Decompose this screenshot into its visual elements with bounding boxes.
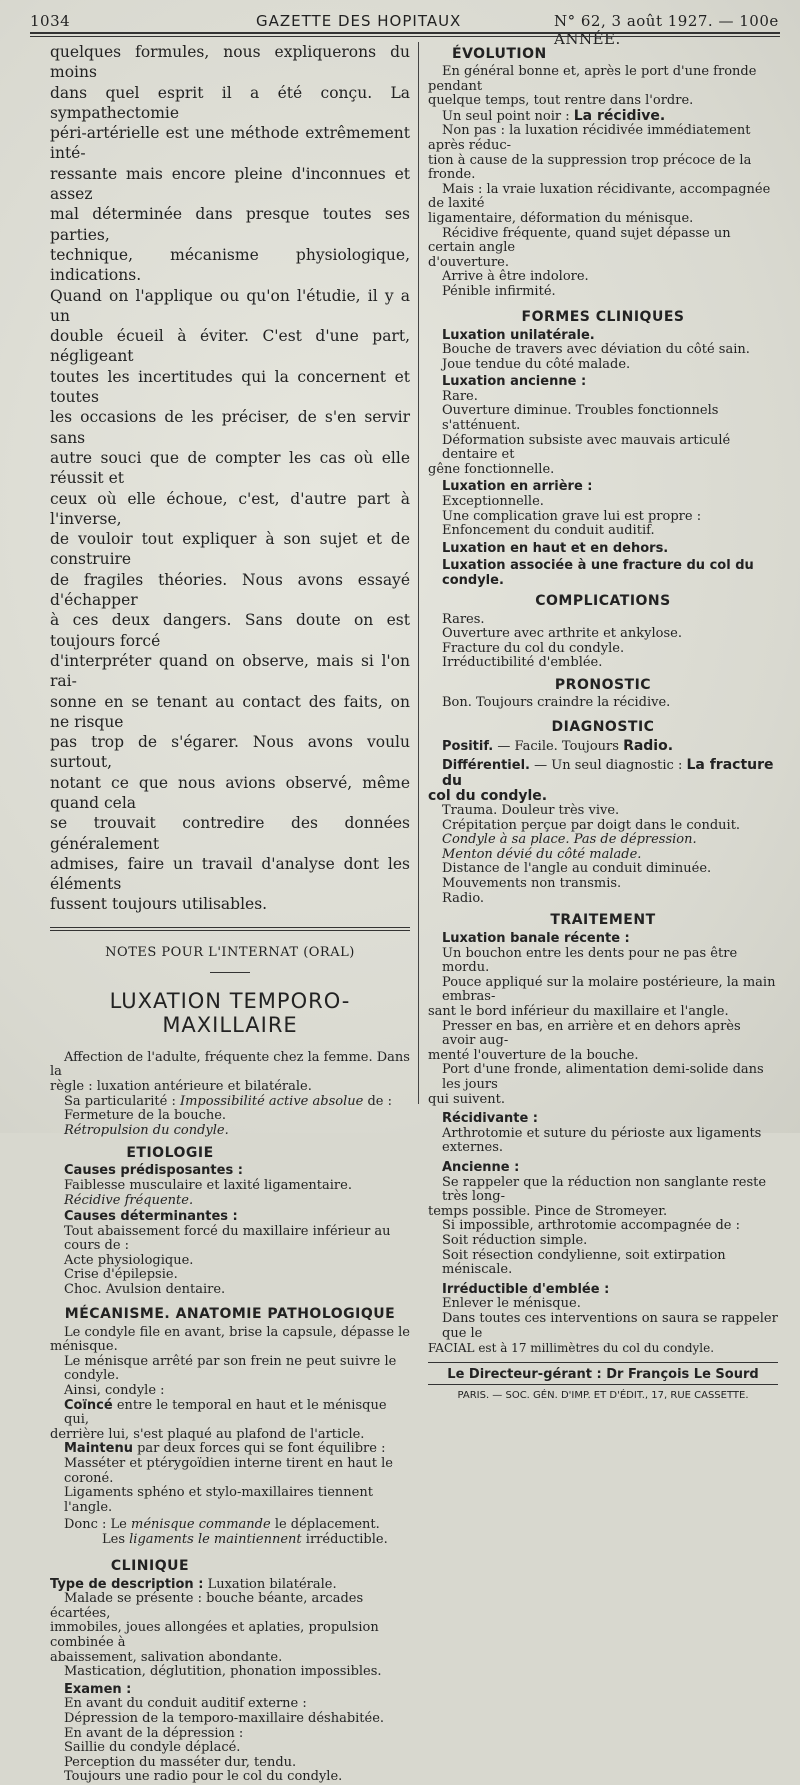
etiologie-body: Causes prédisposantes : Faiblesse musculaire et laxité ligamentaire. Récidive fréquente. Causes déterminantes : Tout abaissement forcé du maxillaire inférieur au cours de : Acte physiologique. Crise d'épilepsie. Choc. Avulsion dentaire. [64,1163,391,1298]
affection-text: Affection de l'adulte, fréquente chez la femme. Dans la règle : luxation antérieure et bilatérale. Sa particularité : Impossibilité active absolue de : Fermeture de la bouche. Rétropulsion du condyle. [50,1049,410,1138]
left-column [50,42,410,1785]
pronostic-body: Bon. Toujours craindre la récidive. [442,694,671,710]
pronostic-title: PRONOSTIC [554,676,652,693]
traitement-body: Luxation banale récente : Un bouchon entre les dents pour ne pas être mordu. Pouce appliqué sur la molaire postérieure, la main embras- sant le bord inférieur du maxillaire et l'angle. Presser en bas, en arrière et en dehors après avoir aug- menté l'ouverture de la bouche. Port d'une fronde, alimentation demi-solide dans les jours qui suivent. Récidivante : Arthrotomie et suture du périoste aux ligaments externes. Ancienne : Se rappeler que la réduction non sanglante reste très long- temps possible. Pince de Stromeyer. Si impossible, arthrotomie accompagnée de : Soit réduction simple. Soit résection condylienne, soit extirpation méniscale. Irréductible d'emblée : Enlever le ménisque. Dans toutes ces interventions on saura se rappeler que le FACIAL est à 17 millimètres du col du condyle. [428,931,778,1356]
issue-info: N° 62, 3 août 1927. — 100e ANNÉE. [554,12,779,48]
footer-rule [428,1362,778,1363]
etiologie-title: ETIOLOGIE [126,1145,214,1162]
clinique-title: CLINIQUE [110,1557,190,1574]
column-separator [418,42,419,1104]
journal-title: GAZETTE DES HOPITAUX [256,12,462,30]
header-rule [30,32,780,37]
section-rule [50,927,410,931]
complications-body: Rares. Ouverture avec arthrite et ankylose. Fracture du col du condyle. Irréductibilité d'emblée. [442,611,682,671]
formes-body: Luxation unilatérale. Bouche de travers avec déviation du côté sain. Joue tendue du côté malade. Luxation ancienne : Rare. Ouverture diminue. Troubles fonctionnels s'atténuent. Déformation subsiste avec mauvais articulé dentaire et gêne fonctionnelle. Luxation en arrière : Exceptionnelle. Une complication grave lui est propre : Enfoncement du conduit auditif. Luxation en haut et en dehors. Luxation associée à une fracture du col du condyle. [428,327,754,588]
main-title: LUXATION TEMPORO-MAXILLAIRE [109,988,351,1037]
complications-title: COMPLICATIONS [535,592,671,609]
evolution-body: En général bonne et, après le port d'une fronde pendant quelque temps, tout rentre dans l'ordre. Un seul point noir : La récidive. Non pas : la luxation récidivée immédiatement après réduc- tion à cause de la suppression trop précoce de la fronde. Mais : la vraie luxation récidivante, accompagnée de laxité ligamentaire, déformation du ménisque. Récidive fréquente, quand sujet dépasse un certain angle d'ouverture. Arrive à être indolore. Pénible infirmité. [428,64,771,299]
formes-title: FORMES CLINIQUES [521,308,685,325]
mecanisme-body: Le condyle file en avant, brise la capsule, dépasse le ménisque. Le ménisque arrêté par son frein ne peut suivre le condyle. Ainsi, condyle : Coïncé entre le temporal en haut et le ménisque qui, derrière lui, s'est plaqué au plafond de l'article. Maintenu par deux forces qui se font équilibre : Masséter et ptérygoïdien interne tirent en haut le coroné. Ligaments sphéno et stylo-maxillaires tiennent l'angle. Donc : Le ménisque commande le déplacement. Les ligaments le maintiennent irréductible. [50,1324,410,1547]
diagnostic-title: DIAGNOSTIC [551,718,655,735]
mecanisme-title: MÉCANISME. ANATOMIE PATHOLOGIQUE [64,1305,396,1322]
diagnostic-body: Positif. — Facile. Toujours Radio. Différentiel. — Un seul diagnostic : La fracture du col du condyle. Trauma. Douleur très vive. Crépitation perçue par doigt dans le conduit. Condyle à sa place. Pas de dépression. Menton dévié du côté malade. Distance de l'angle au conduit diminuée. Mouvements non transmis. Radio. [428,737,774,906]
particularite-line: Sa particularité : Impossibilité active absolue de : [64,1093,392,1109]
page-number: 1034 [30,12,71,30]
evolution-title: ÉVOLUTION [452,46,547,62]
intro-paragraph: quelques formules, nous expliquerons du moins dans quel esprit il a été conçu. La sympathectomie péri-artérielle est une méthode extrêmement inté- ressante mais encore pleine d'inconnues et assez mal déterminée dans presque toutes ses parties, technique, mécanisme physiologique, indications. Quand on l'applique ou qu'on l'étudie, il y a un double écueil à éviter. C'est d'une part, négligeant toutes les incertitudes qui la concernent et toutes les occasions de les préciser, de s'en servir sans autre souci que de compter les cas où elle réussit et ceux où elle échoue, c'est, d'autre part à l'inverse, de vouloir tout expliquer à son sujet et de construire de fragiles théories. Nous avons essayé d'échapper à ces deux dangers. Sans doute on est toujours forcé d'interpréter quand on observe, mais si l'on rai- sonne en se tenant au contact des faits, on ne risque pas trop de s'égarer. Nous avons voulu surtout, notant ce que nous avions observé, même quand cela se trouvait contredire des données généralement admises, faire un travail d'analyse dont les éléments fussent toujours utilisables. [50,43,410,914]
page-header [24,6,784,48]
right-column [428,46,778,1401]
traitement-title: TRAITEMENT [550,912,656,929]
directeur-gerant: Le Directeur-gérant : Dr François Le Sourd [447,1366,759,1382]
clinique-body: Type de description : Luxation bilatérale. Malade se présente : bouche béante, arcades écartées, immobiles, joues allongées et aplaties, propulsion combinée à abaissement, salivation abondante. Mastication, déglutition, phonation impossibles. Examen : En avant du conduit auditif externe : Dépression de la temporo-maxillaire déshabitée. En avant de la dépression : Saillie du condyle déplacé. Perception du masséter dur, tendu. Toujours une radio pour le col du condyle. [50,1576,385,1785]
short-rule [210,972,250,973]
notes-heading: NOTES POUR L'INTERNAT (ORAL) [105,944,355,960]
imprint: PARIS. — SOC. GÉN. D'IMP. ET D'ÉDIT., 17, RUE CASSETTE. [457,1389,749,1401]
